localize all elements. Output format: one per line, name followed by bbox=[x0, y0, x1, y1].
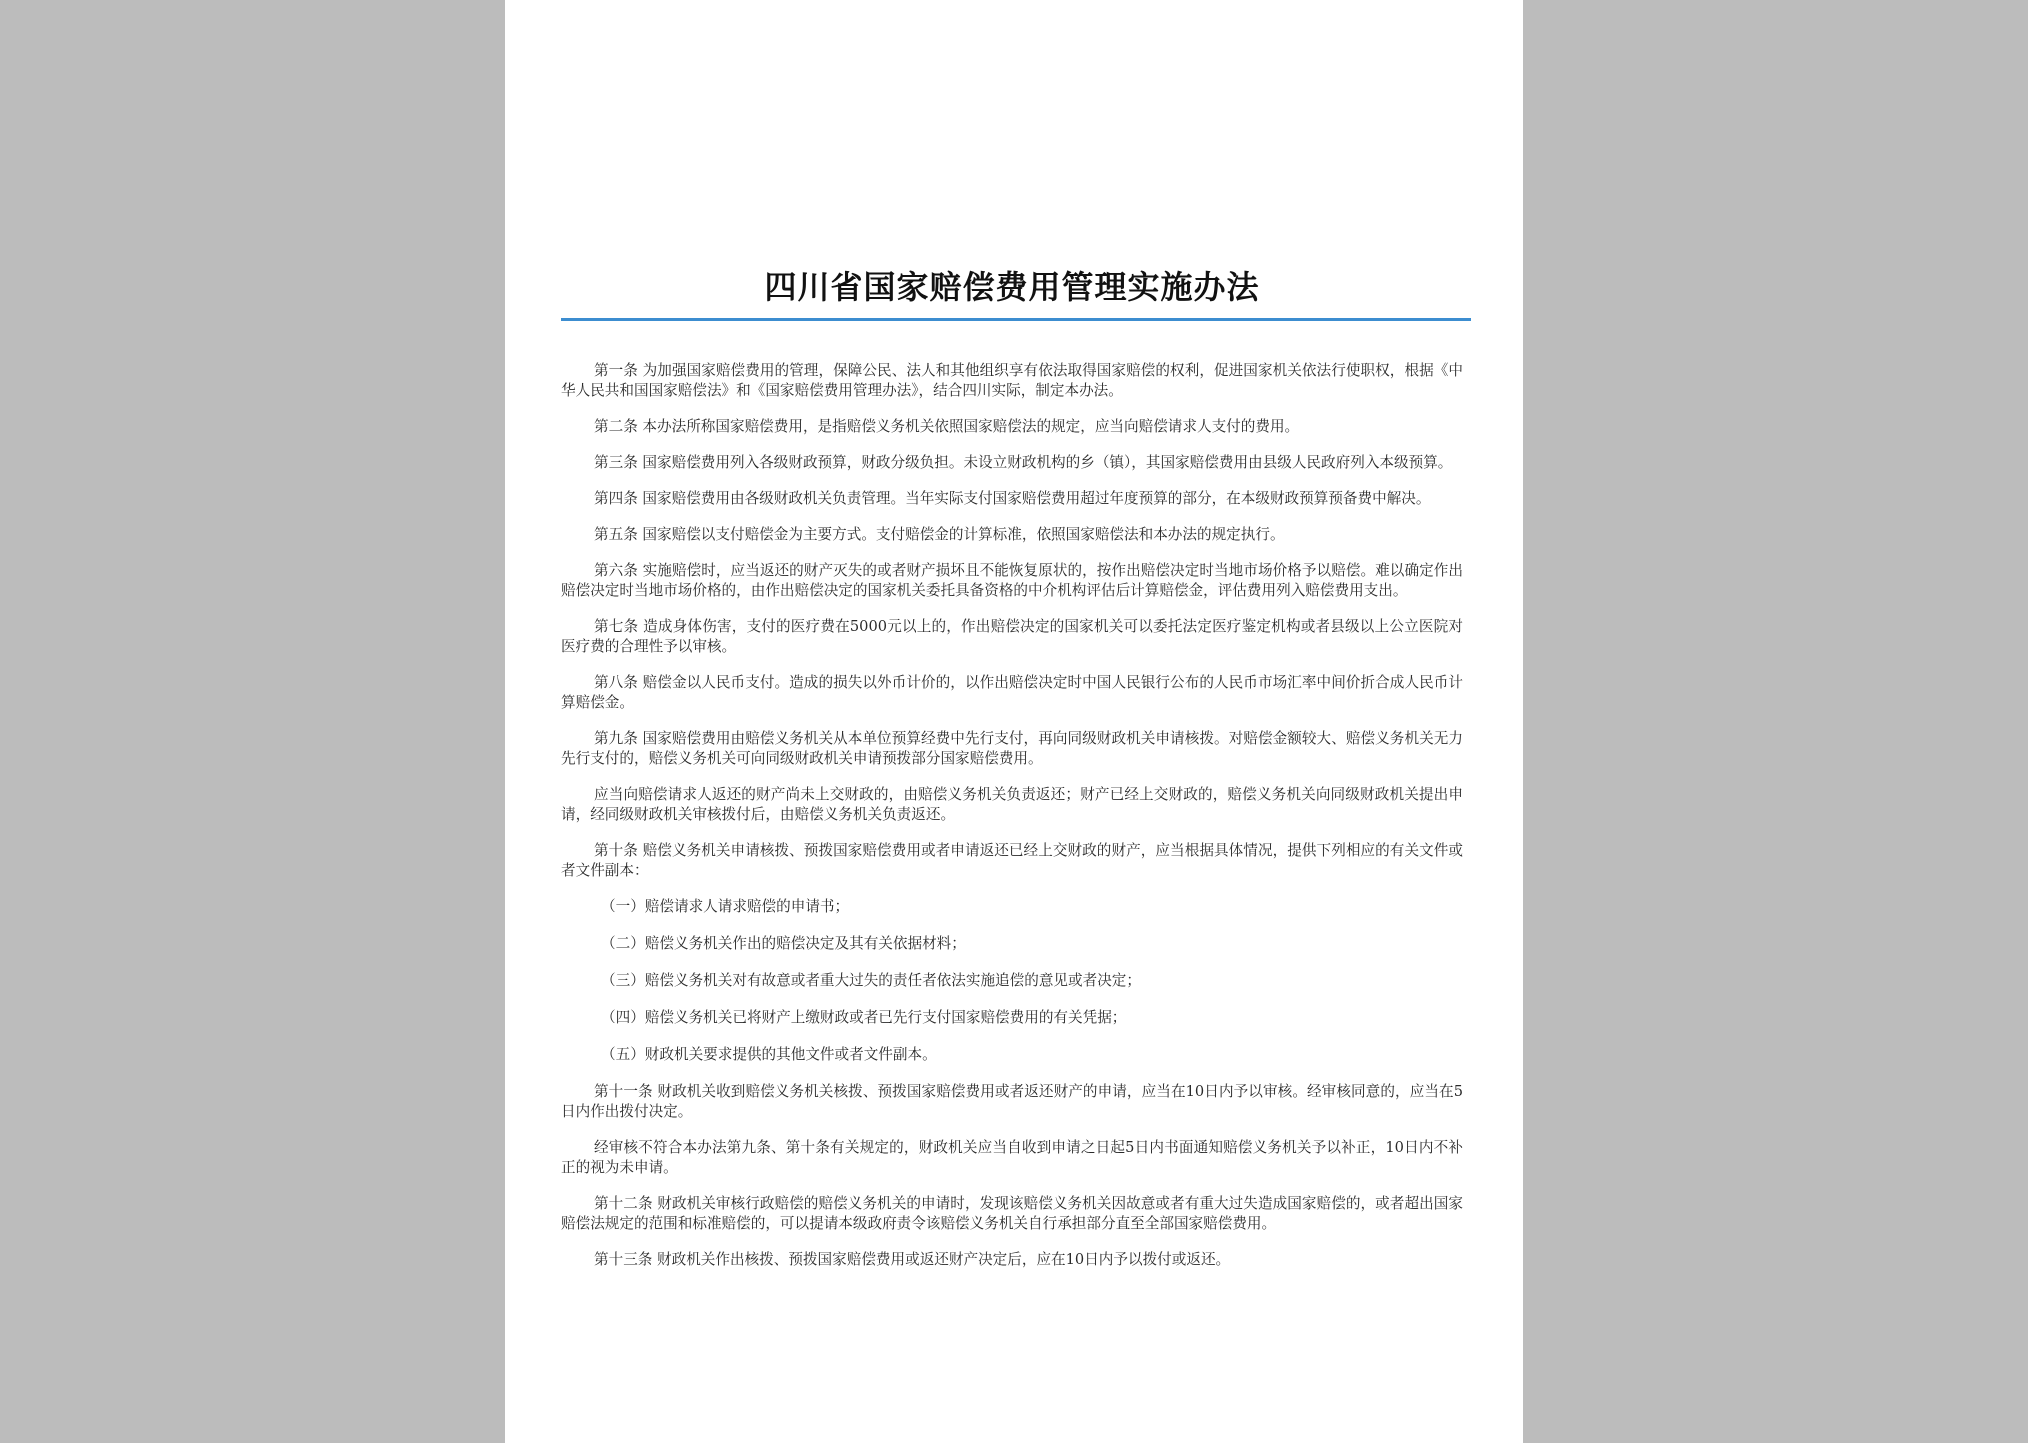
paragraph-article-6: 第六条 实施赔偿时，应当返还的财产灭失的或者财产损坏且不能恢复原状的，按作出赔偿决定时当地市场价格予以赔偿。难以确定作出赔偿决定时当地市场价格的，由作出赔偿决定的国家机关委托具备资格的中介机构评估后计算赔偿金，评估费用列入赔偿费用支出。 bbox=[561, 562, 1463, 599]
paragraph-article-11: 第十一条 财政机关收到赔偿义务机关核拨、预拨国家赔偿费用或者返还财产的申请，应当在10日内予以审核。经审核同意的，应当在5日内作出拨付决定。 bbox=[561, 1083, 1463, 1120]
document-body bbox=[561, 361, 1463, 1270]
paragraph-article-9: 第九条 国家赔偿费用由赔偿义务机关从本单位预算经费中先行支付，再向同级财政机关申请核拨。对赔偿金额较大、赔偿义务机关无力先行支付的，赔偿义务机关可向同级财政机关申请预拨部分国家赔偿费用。 bbox=[561, 730, 1463, 767]
document-title: 四川省国家赔偿费用管理实施办法 bbox=[764, 268, 1260, 306]
paragraph-article-12: 第十二条 财政机关审核行政赔偿的赔偿义务机关的申请时，发现该赔偿义务机关因故意或者有重大过失造成国家赔偿的，或者超出国家赔偿法规定的范围和标准赔偿的，可以提请本级政府责令该赔偿义务机关自行承担部分直至全部国家赔偿费用。 bbox=[561, 1195, 1463, 1232]
list-item: （三）赔偿义务机关对有故意或者重大过失的责任者依法实施追偿的意见或者决定； bbox=[601, 972, 1141, 989]
paragraph-article-4: 第四条 国家赔偿费用由各级财政机关负责管理。当年实际支付国家赔偿费用超过年度预算的部分，在本级财政预算预备费中解决。 bbox=[594, 490, 1431, 507]
paragraph-article-11-continued: 经审核不符合本办法第九条、第十条有关规定的，财政机关应当自收到申请之日起5日内书面通知赔偿义务机关予以补正，10日内不补正的视为未申请。 bbox=[561, 1139, 1463, 1176]
paragraph-article-9-continued: 应当向赔偿请求人返还的财产尚未上交财政的，由赔偿义务机关负责返还；财产已经上交财政的，赔偿义务机关向同级财政机关提出申请，经同级财政机关审核拨付后，由赔偿义务机关负责返还。 bbox=[561, 786, 1463, 823]
paragraph-article-5: 第五条 国家赔偿以支付赔偿金为主要方式。支付赔偿金的计算标准，依照国家赔偿法和本办法的规定执行。 bbox=[594, 526, 1285, 543]
paragraph-article-3: 第三条 国家赔偿费用列入各级财政预算，财政分级负担。未设立财政机构的乡（镇），其国家赔偿费用由县级人民政府列入本级预算。 bbox=[594, 454, 1453, 471]
list-item: （一）赔偿请求人请求赔偿的申请书； bbox=[601, 898, 850, 915]
paragraph-article-13: 第十三条 财政机关作出核拨、预拨国家赔偿费用或返还财产决定后，应在10日内予以拨付或返还。 bbox=[594, 1251, 1231, 1268]
list-item: （四）赔偿义务机关已将财产上缴财政或者已先行支付国家赔偿费用的有关凭据； bbox=[601, 1009, 1127, 1026]
list-item: （二）赔偿义务机关作出的赔偿决定及其有关依据材料； bbox=[601, 935, 966, 952]
paragraph-article-1: 第一条 为加强国家赔偿费用的管理，保障公民、法人和其他组织享有依法取得国家赔偿的权利，促进国家机关依法行使职权，根据《中华人民共和国国家赔偿法》和《国家赔偿费用管理办法》，结合四川实际，制定本办法。 bbox=[561, 362, 1463, 399]
document-page bbox=[505, 0, 1523, 1443]
title-underline bbox=[561, 318, 1471, 321]
paragraph-article-10: 第十条 赔偿义务机关申请核拨、预拨国家赔偿费用或者申请返还已经上交财政的财产，应当根据具体情况，提供下列相应的有关文件或者文件副本： bbox=[561, 842, 1463, 879]
paragraph-article-8: 第八条 赔偿金以人民币支付。造成的损失以外币计价的，以作出赔偿决定时中国人民银行公布的人民币市场汇率中间价折合成人民币计算赔偿金。 bbox=[561, 674, 1463, 711]
list-item: （五）财政机关要求提供的其他文件或者文件副本。 bbox=[601, 1046, 937, 1063]
paragraph-article-2: 第二条 本办法所称国家赔偿费用，是指赔偿义务机关依照国家赔偿法的规定，应当向赔偿请求人支付的费用。 bbox=[594, 418, 1300, 435]
paragraph-article-7: 第七条 造成身体伤害，支付的医疗费在5000元以上的，作出赔偿决定的国家机关可以委托法定医疗鉴定机构或者县级以上公立医院对医疗费的合理性予以审核。 bbox=[561, 618, 1463, 655]
